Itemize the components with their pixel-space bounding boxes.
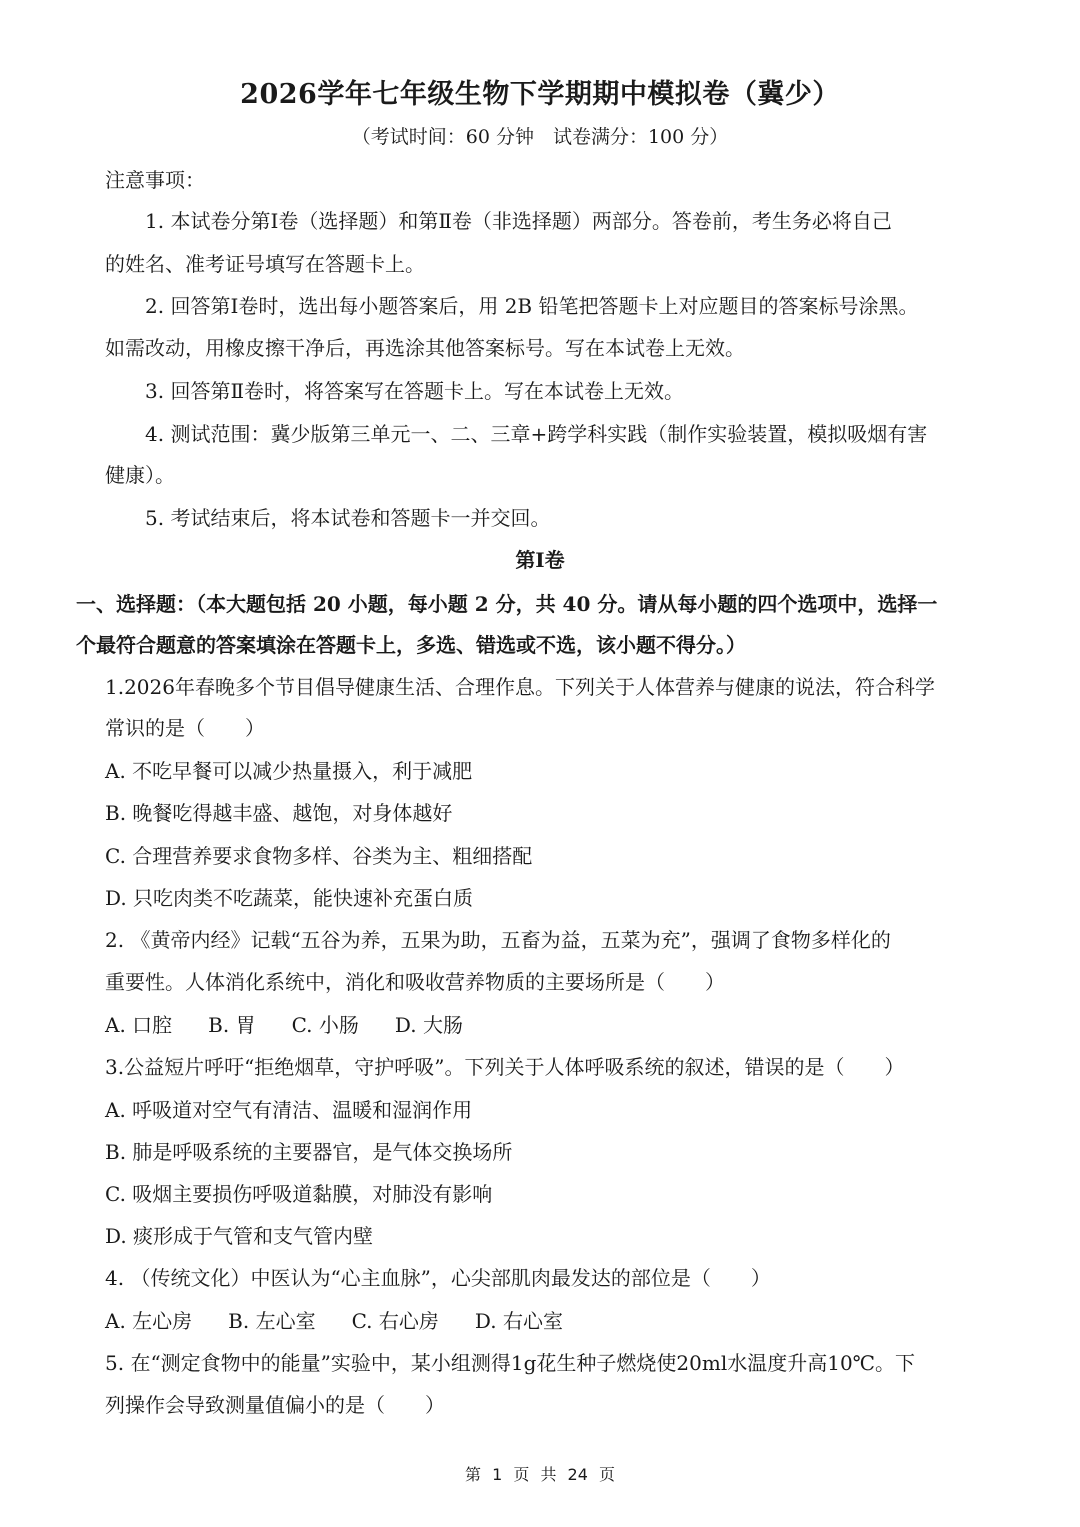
question-1-line-1: 1.2026年春晚多个节目倡导健康生活、合理作息。下列关于人体营养与健康的说法，符合科学 <box>105 675 935 699</box>
section-heading-line-2: 个最符合题意的答案填涂在答题卡上，多选、错选或不选，该小题不得分。） <box>76 633 746 657</box>
exam-info: （考试时间：60 分钟 试卷满分：100 分） <box>351 126 729 148</box>
notice-heading: 注意事项： <box>105 168 205 192</box>
question-4-option-c: C. 右心房 <box>351 1309 439 1333</box>
question-1-option-b: B. 晚餐吃得越丰盛、越饱，对身体越好 <box>105 801 453 825</box>
question-5-line-2: 列操作会导致测量值偏小的是（ ） <box>105 1393 445 1417</box>
question-4-line-1: 4. （传统文化）中医认为“心主血脉”，心尖部肌肉最发达的部位是（ ） <box>105 1266 771 1290</box>
question-2-option-c: C. 小肠 <box>291 1013 359 1037</box>
notice-item-2-line-1: 2. 回答第Ⅰ卷时，选出每小题答案后，用 2B 铅笔把答题卡上对应题目的答案标号涂黑。 <box>145 294 919 318</box>
page-number: 第 1 页 共 24 页 <box>465 1465 615 1484</box>
question-1-option-a: A. 不吃早餐可以减少热量摄入，利于减肥 <box>105 759 473 783</box>
question-4-option-b: B. 左心室 <box>228 1309 316 1333</box>
question-1-option-c: C. 合理营养要求食物多样、谷类为主、粗细搭配 <box>105 844 533 868</box>
notice-item-1-line-1: 1. 本试卷分第Ⅰ卷（选择题）和第Ⅱ卷（非选择题）两部分。答卷前，考生务必将自己 <box>145 209 892 233</box>
question-3-option-d: D. 痰形成于气管和支气管内壁 <box>105 1224 374 1248</box>
page-title: 2026学年七年级生物下学期期中模拟卷（冀少） <box>240 79 840 110</box>
question-5-line-1: 5. 在“测定食物中的能量”实验中，某小组测得1g花生种子燃烧使20ml水温度升高10℃。下 <box>105 1351 916 1375</box>
question-4-option-d: D. 右心室 <box>474 1309 563 1333</box>
question-4-options <box>105 1307 599 1335</box>
question-2-option-d: D. 大肠 <box>394 1013 463 1037</box>
question-1-option-d: D. 只吃肉类不吃蔬菜，能快速补充蛋白质 <box>105 886 474 910</box>
question-2-option-a: A. 口腔 <box>105 1013 173 1037</box>
section-heading-line-1: 一、选择题：（本大题包括 20 小题，每小题 2 分，共 40 分。请从每小题的四个选项中，选择一 <box>76 592 938 616</box>
volume-heading: 第Ⅰ卷 <box>515 548 565 572</box>
question-3-option-a: A. 呼吸道对空气有清洁、温暖和湿润作用 <box>105 1098 473 1122</box>
question-3-line-1: 3.公益短片呼吁“拒绝烟草，守护呼吸”。下列关于人体呼吸系统的叙述，错误的是（ ） <box>105 1055 905 1079</box>
question-2-options <box>105 1011 499 1039</box>
notice-item-4-line-2: 健康）。 <box>105 463 175 487</box>
question-4-option-a: A. 左心房 <box>105 1309 193 1333</box>
question-2-line-2: 重要性。人体消化系统中，消化和吸收营养物质的主要场所是（ ） <box>105 970 725 994</box>
question-1-line-2: 常识的是（ ） <box>105 716 265 740</box>
question-3-option-b: B. 肺是呼吸系统的主要器官，是气体交换场所 <box>105 1140 513 1164</box>
question-2-option-b: B. 胃 <box>208 1013 256 1037</box>
question-2-line-1: 2. 《黄帝内经》记载“五谷为养，五果为助，五畜为益，五菜为充”，强调了食物多样化的 <box>105 928 891 952</box>
question-3-option-c: C. 吸烟主要损伤呼吸道黏膜，对肺没有影响 <box>105 1182 493 1206</box>
notice-item-3: 3. 回答第Ⅱ卷时，将答案写在答题卡上。写在本试卷上无效。 <box>145 379 685 403</box>
notice-item-2-line-2: 如需改动，用橡皮擦干净后，再选涂其他答案标号。写在本试卷上无效。 <box>105 336 745 360</box>
notice-item-1-line-2: 的姓名、准考证号填写在答题卡上。 <box>105 252 425 276</box>
notice-item-5: 5. 考试结束后，将本试卷和答题卡一并交回。 <box>145 506 551 530</box>
notice-item-4-line-1: 4. 测试范围：冀少版第三单元一、二、三章+跨学科实践（制作实验装置，模拟吸烟有害 <box>145 422 928 446</box>
